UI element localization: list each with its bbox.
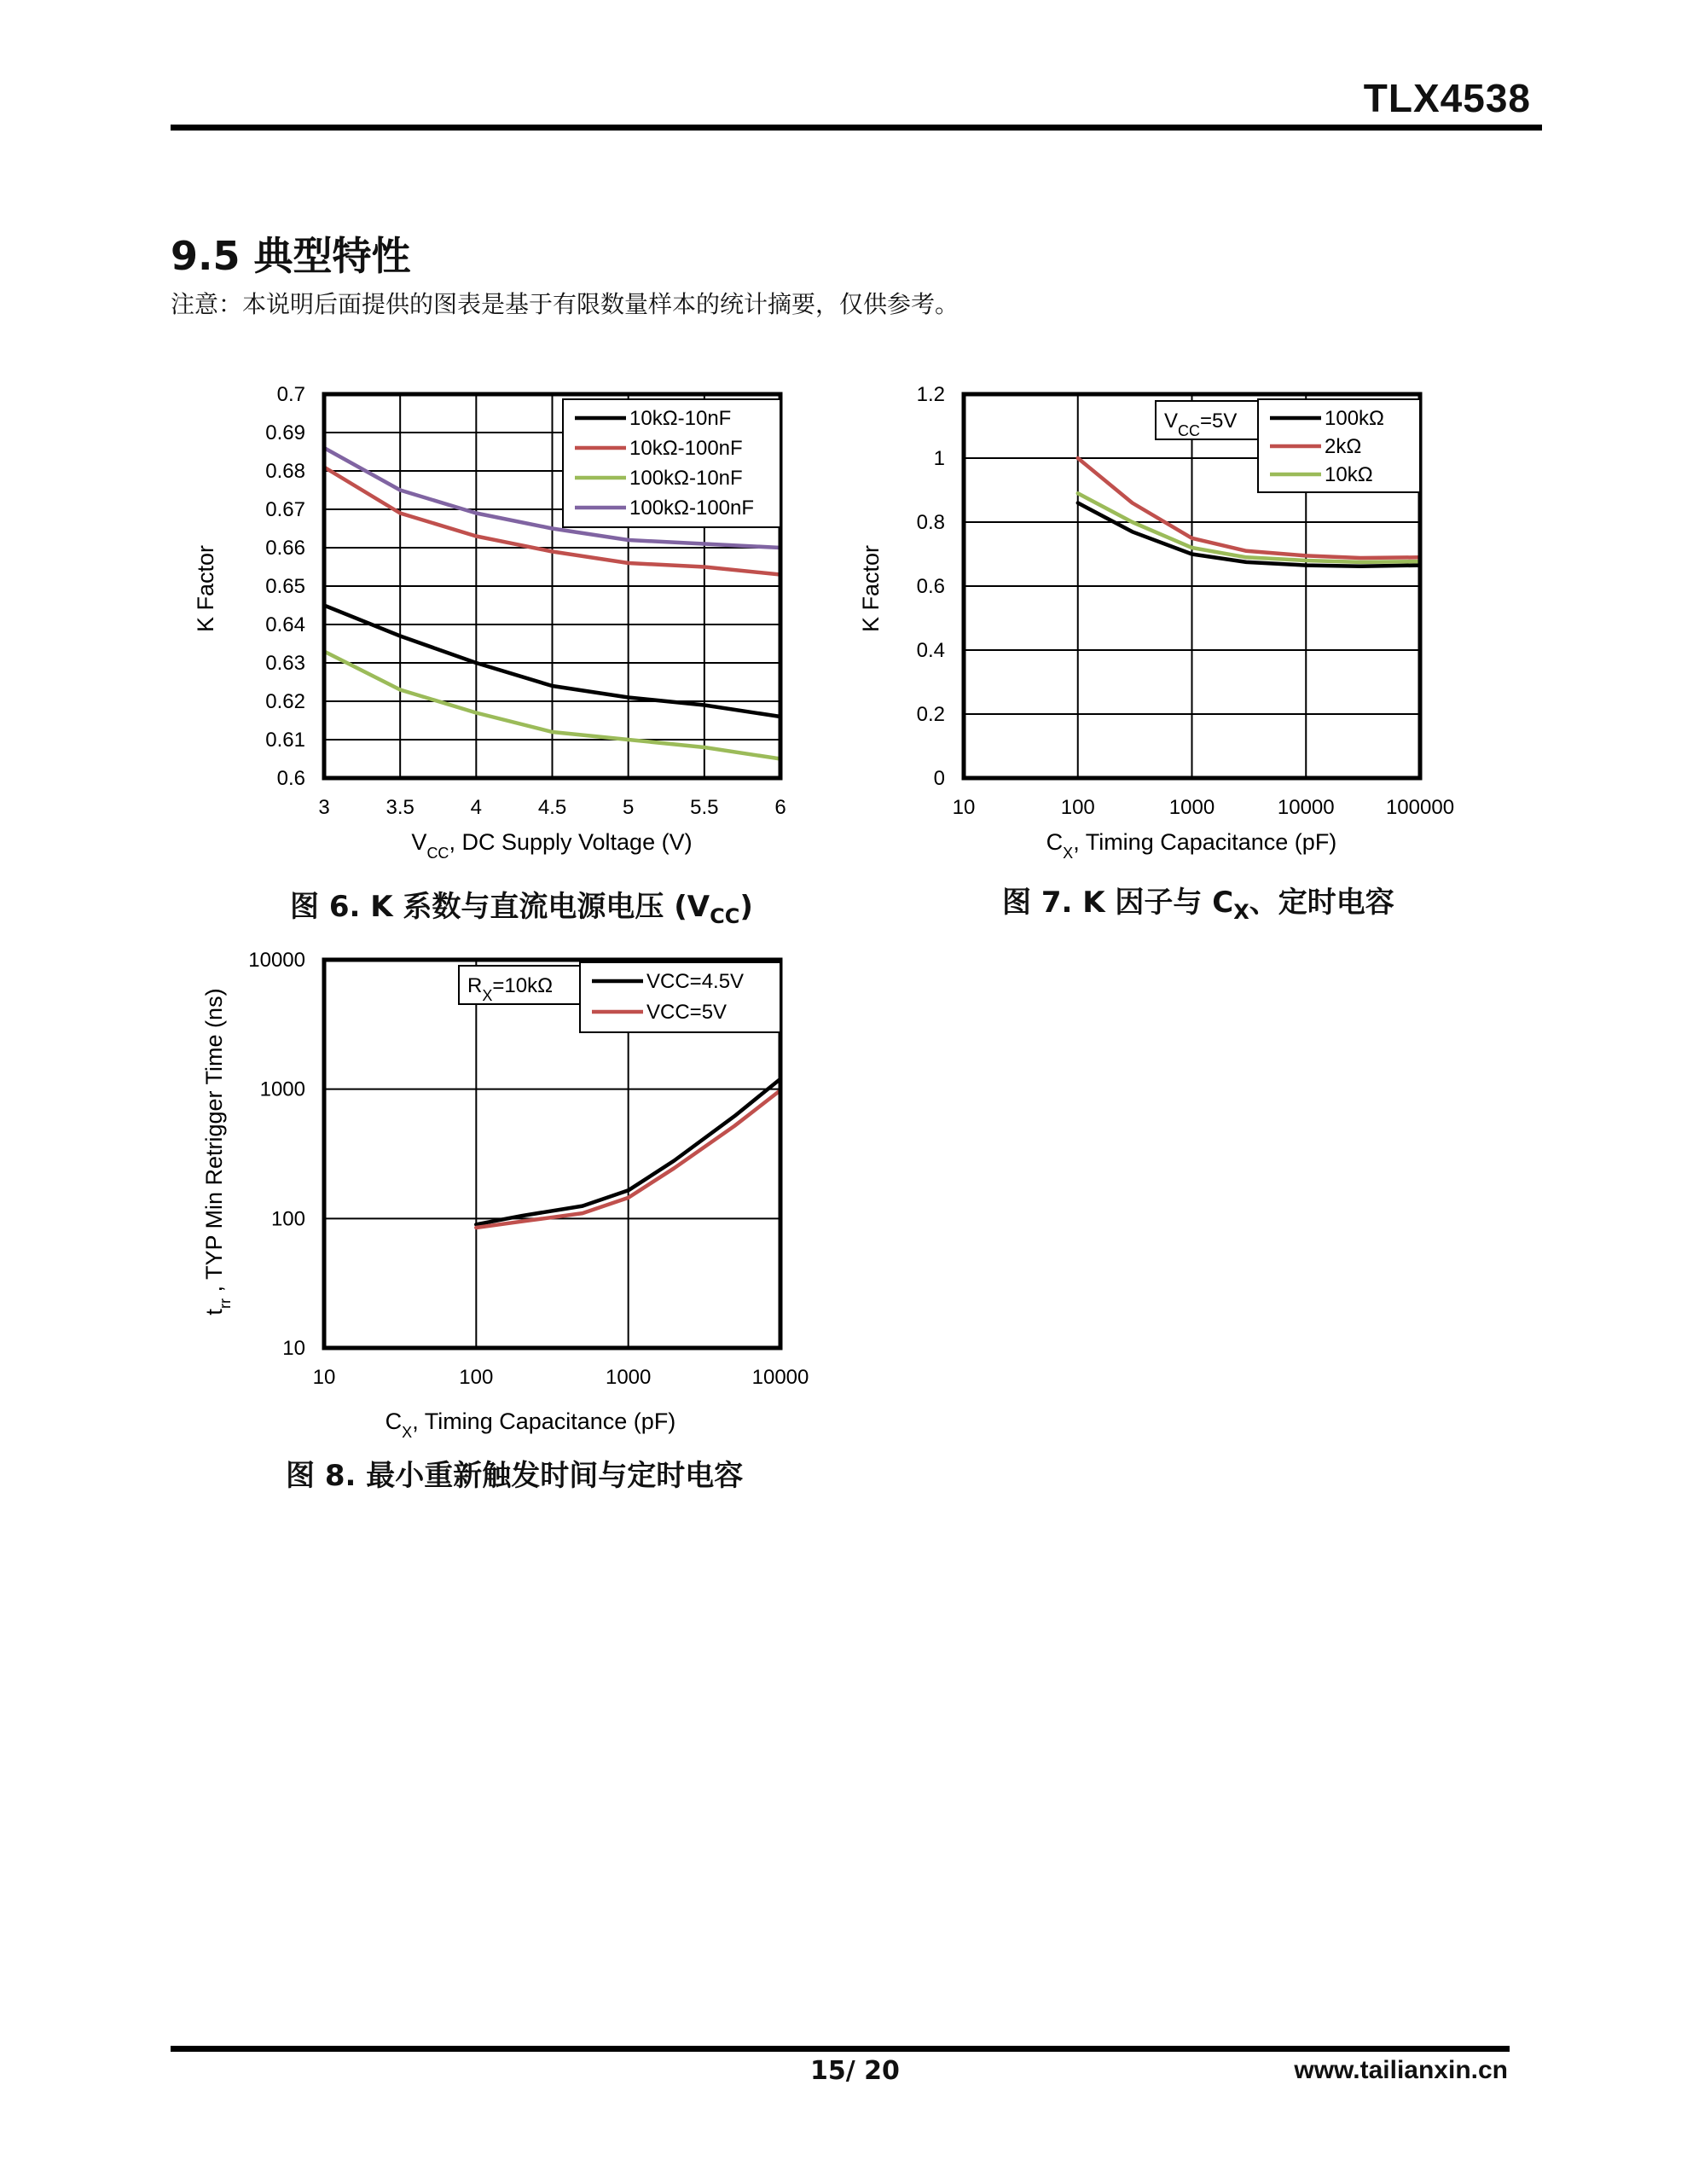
section-title: 9.5 典型特性 [171,233,411,279]
chart-fig6 [188,375,802,870]
fig8-y-axis-label: $t_{rr}$ , TYP Min Retrigger Time (ns) [201,988,234,1316]
chart-fig7 [853,375,1501,870]
fig6-legend-label: 10kΩ-10nF [629,407,732,430]
fig6-ytick-label: 0.64 [265,613,305,636]
fig8-xtick-label: 1000 [605,1366,652,1389]
fig8-xtick-label: 100 [459,1366,494,1389]
fig8-legend [580,962,780,1032]
footer-rule [171,2046,1510,2052]
fig6-legend-label: 100kΩ-10nF [629,467,743,490]
fig6-xtick-label: 5 [622,796,635,819]
fig7-ytick-label: 0.6 [916,575,945,598]
fig6-ytick-label: 0.7 [276,383,305,406]
fig8-ytick-label: 100 [270,1207,305,1231]
fig6-xtick-label: 3.5 [386,796,415,819]
footer-website: www.tailianxin.cn [1294,2056,1508,2084]
fig7-xtick-label: 10 [952,796,976,819]
fig8-xtick-label: 10 [312,1366,336,1389]
fig6-x-axis-label: $V_{CC}$, DC Supply Voltage (V) [411,829,693,862]
fig6-y-axis-label: K Factor [193,544,218,633]
fig8-xtick-label: 10000 [751,1366,809,1389]
figure-8-caption: 图 8. 最小重新触发时间与定时电容 [286,1459,744,1493]
fig7-ytick-label: 1 [933,447,945,470]
fig8-x-axis-label: $C_X$, Timing Capacitance (pF) [385,1409,676,1441]
header-rule [171,125,1542,131]
fig6-xtick-label: 3 [318,796,330,819]
fig7-xtick-label: 100000 [1385,796,1455,819]
fig7-y-axis-label: K Factor [858,544,884,633]
fig6-ytick-label: 0.69 [265,421,305,444]
fig7-xtick-label: 10000 [1277,796,1335,819]
fig6-ytick-label: 0.65 [265,575,305,598]
fig7-annotation [1156,401,1262,439]
figure-6-caption: 图 6. K 系数与直流电源电压 $(V_{CC})$ [290,890,753,928]
fig7-legend-label: 2kΩ [1325,435,1362,458]
fig7-legend [1258,399,1420,492]
fig6-ytick-label: 0.62 [265,690,305,713]
fig6-xtick-label: 4 [470,796,483,819]
fig7-xtick-label: 1000 [1168,796,1215,819]
fig7-ytick-label: 0.2 [916,703,945,726]
fig8-ytick-label: 1000 [259,1077,305,1101]
fig6-ytick-label: 0.68 [265,460,305,483]
figure-7-caption: 图 7. K 因子与 $C_X$、定时电容 [1002,886,1394,924]
fig8-ytick-label: 10000 [248,949,305,972]
chart-fig8 [188,938,836,1450]
fig6-ytick-label: 0.61 [265,729,305,752]
fig7-ytick-label: 0 [933,767,945,790]
fig6-ytick-label: 0.67 [265,498,305,521]
fig7-legend-label: 10kΩ [1325,463,1373,486]
fig8-ytick-label: 10 [282,1337,305,1360]
fig7-x-axis-label: $C_X$, Timing Capacitance (pF) [1046,829,1337,862]
fig7-ytick-label: 0.4 [916,639,945,662]
fig6-legend-label: 100kΩ-100nF [629,497,755,520]
fig7-xtick-label: 100 [1060,796,1095,819]
fig6-legend [563,399,780,527]
fig6-ytick-label: 0.63 [265,652,305,675]
fig8-legend-label: VCC=4.5V [646,970,745,993]
fig7-annotation-text: $V_{CC}=5V$ [1164,410,1238,439]
fig8-legend-label: VCC=5V [646,1001,728,1024]
fig7-ytick-label: 1.2 [916,383,945,406]
document-header-title: TLX4538 [1363,76,1531,120]
fig6-xtick-label: 4.5 [537,796,567,819]
fig7-legend-label: 100kΩ [1325,407,1384,430]
fig6-ytick-label: 0.6 [276,767,305,790]
section-note: 注意：本说明后面提供的图表是基于有限数量样本的统计摘要，仅供参考。 [171,290,959,318]
fig6-xtick-label: 6 [774,796,786,819]
fig7-ytick-label: 0.8 [916,511,945,534]
fig8-annotation [459,966,583,1004]
fig8-annotation-text: $R_X=10k\Omega$ [467,974,554,1004]
fig6-xtick-label: 5.5 [690,796,719,819]
fig6-legend-label: 10kΩ-100nF [629,437,743,460]
page-number: 15/ 20 [810,2056,900,2086]
fig6-ytick-label: 0.66 [265,537,305,560]
